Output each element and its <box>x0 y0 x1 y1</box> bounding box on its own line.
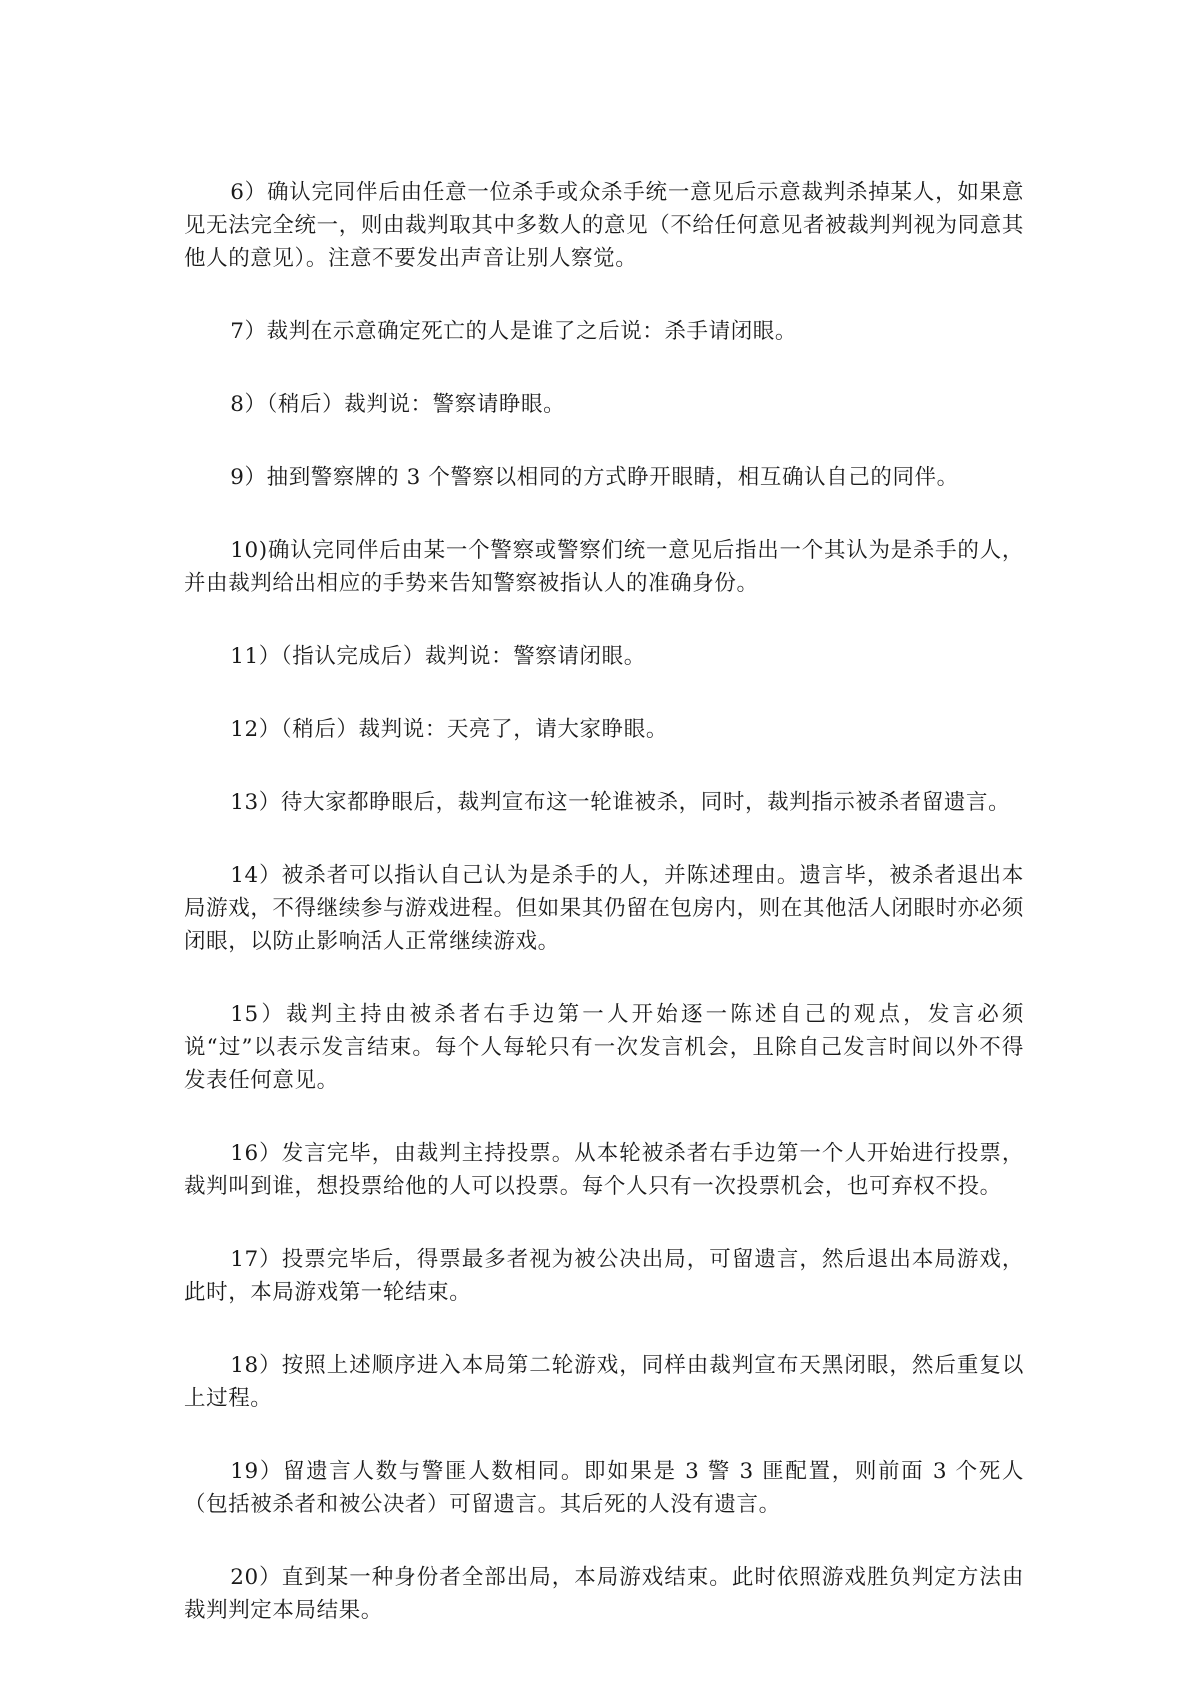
rule-paragraph-7: 7）裁判在示意确定死亡的人是谁了之后说：杀手请闭眼。 <box>230 319 798 344</box>
rule-paragraph-19: 19）留遗言人数与警匪人数相同。即如果是 3 警 3 匪配置，则前面 3 个死人（包括被杀者和被公决者）可留遗言。其后死的人没有遗言。 <box>184 1459 1024 1517</box>
rule-paragraph-13: 13）待大家都睁眼后，裁判宣布这一轮谁被杀，同时，裁判指示被杀者留遗言。 <box>230 790 1011 815</box>
rule-paragraph-18: 18）按照上述顺序进入本局第二轮游戏，同样由裁判宣布天黑闭眼，然后重复以上过程。 <box>184 1353 1024 1411</box>
rule-paragraph-11: 11）（指认完成后）裁判说：警察请闭眼。 <box>230 644 646 669</box>
rule-paragraph-14: 14）被杀者可以指认自己认为是杀手的人，并陈述理由。遗言毕，被杀者退出本局游戏，不得继续参与游戏进程。但如果其仍留在包房内，则在其他活人闭眼时亦必须闭眼，以防止影响活人正常继续游戏。 <box>184 863 1024 954</box>
rule-paragraph-16: 16）发言完毕，由裁判主持投票。从本轮被杀者右手边第一个人开始进行投票，裁判叫到谁，想投票给他的人可以投票。每个人只有一次投票机会，也可弃权不投。 <box>184 1141 1024 1199</box>
rule-paragraph-6: 6）确认完同伴后由任意一位杀手或众杀手统一意见后示意裁判杀掉某人，如果意见无法完全统一，则由裁判取其中多数人的意见（不给任何意见者被裁判判视为同意其他人的意见）。注意不要发出声音让别人察觉。 <box>184 180 1024 271</box>
rule-paragraph-20: 20）直到某一种身份者全部出局，本局游戏结束。此时依照游戏胜负判定方法由裁判判定本局结果。 <box>184 1565 1024 1623</box>
document-body <box>184 176 1024 1667</box>
rule-paragraph-12: 12）（稍后）裁判说：天亮了，请大家睁眼。 <box>230 717 668 742</box>
rule-paragraph-8: 8）（稍后）裁判说：警察请睁眼。 <box>230 392 566 417</box>
rule-paragraph-9: 9）抽到警察牌的 3 个警察以相同的方式睁开眼睛，相互确认自己的同伴。 <box>230 465 959 490</box>
rule-paragraph-10: 10)确认完同伴后由某一个警察或警察们统一意见后指出一个其认为是杀手的人，并由裁判给出相应的手势来告知警察被指认人的准确身份。 <box>184 538 1024 596</box>
rule-paragraph-17: 17）投票完毕后，得票最多者视为被公决出局，可留遗言，然后退出本局游戏，此时，本局游戏第一轮结束。 <box>184 1247 1024 1305</box>
rule-paragraph-15: 15）裁判主持由被杀者右手边第一人开始逐一陈述自己的观点，发言必须说“过”以表示发言结束。每个人每轮只有一次发言机会，且除自己发言时间以外不得发表任何意见。 <box>184 1002 1024 1093</box>
